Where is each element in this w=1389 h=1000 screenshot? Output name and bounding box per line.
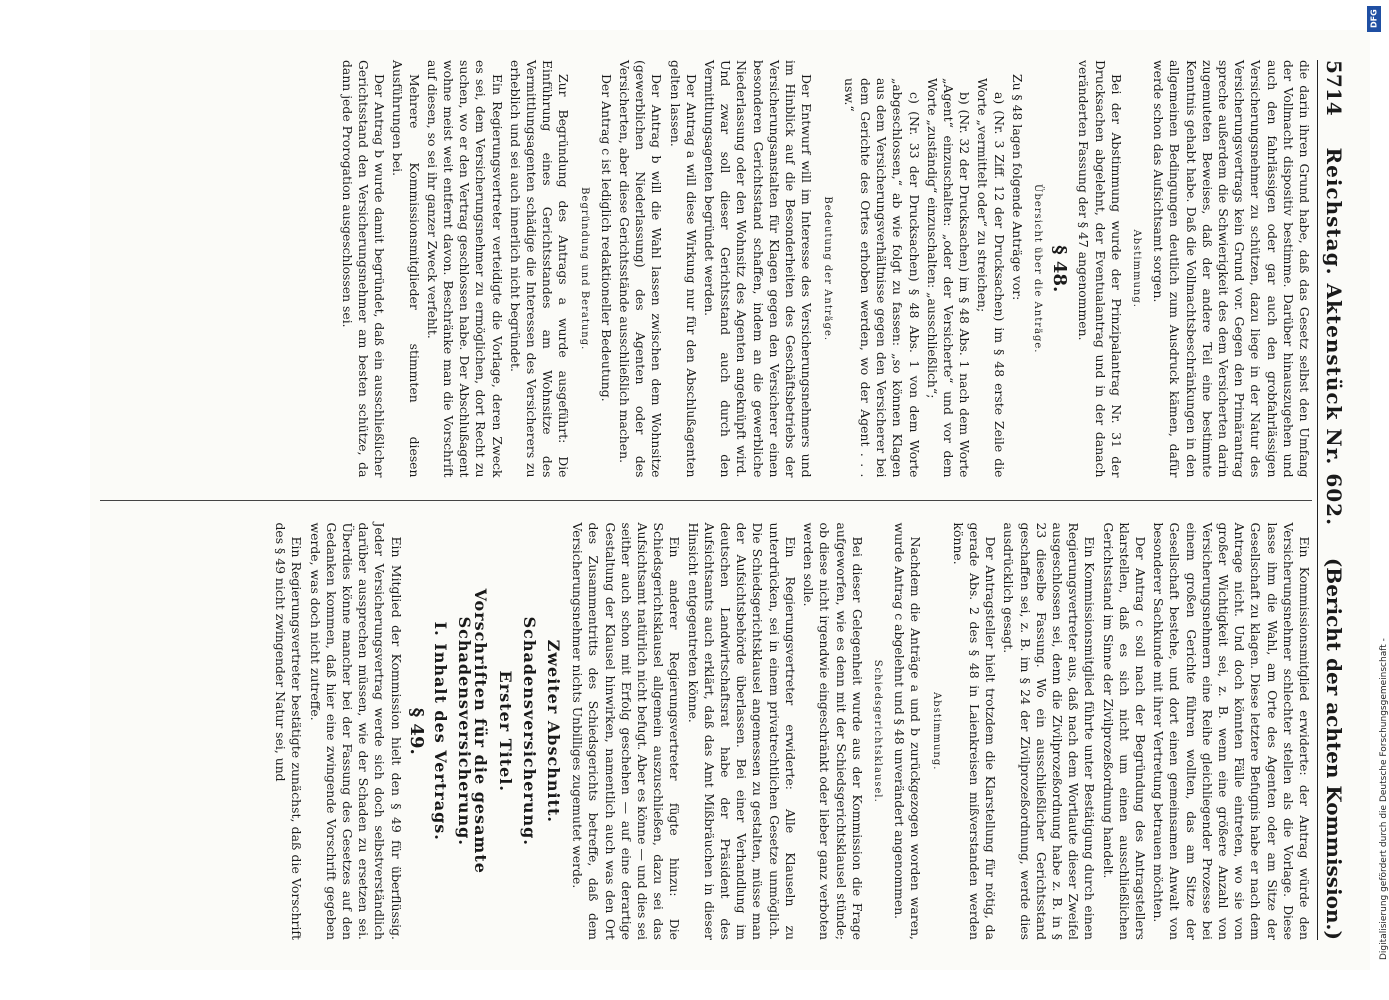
paragraph: Ein Regierungsvertreter erwiderte: Alle Klauseln zu unterdrücken, sei in einem privatrechtlichen Gesetze unmöglich. Die Schiedsgerichtsklausel angemessen zu gestalten, müsse man der Aufsichtsbehörde überlassen. Bei einer Verhandlung im deutschen Landwirtschaftsrat habe der Präsident des Aufsichtsamts auch erklärt, daß das Amt Mißbräuchen in dieser Hinsicht entgegentreten könne. <box>685 522 798 940</box>
subheading-bedeutung: Bedeutung der Anträge. <box>821 196 833 342</box>
subheading-schiedsgericht: Schiedsgerichtsklausel. <box>871 659 883 803</box>
paragraph: Mehrere Kommissionsmitglieder stimmten diesen Ausführungen bei. <box>390 60 422 478</box>
heading-inhalt: I. Inhalt des Vertrags. <box>431 621 451 841</box>
digitization-note <box>1365 30 1389 970</box>
running-title: Reichstag. Aktenstück Nr. 602. <box>1322 147 1346 527</box>
list-item-a: a) (Nr. 3 Ziff. 12 der Drucksachen) im § 48 erste Zeile die Worte „vermittelt oder“ zu streichen; <box>975 78 1007 478</box>
list-item-b: b) (Nr. 32 der Drucksachen) im § 48 Abs. 1 nach dem Worte „Agent“ einzuschalten: „oder der Versicherte“ und vor dem Worte „zuständig“ einzuschalten: „ausschließlich“; <box>924 78 973 478</box>
paragraph: Ein anderer Regierungsvertreter fügte hinzu: Die Schiedsgerichtsklausel allgemein auszuschließen, dazu sei das Aufsichtsamt natürlich nicht befugt. Aber es könne — und dies sei seither auch schon mit Erfolg geschehen — auf eine derartige Gestaltung der Klausel hinwirken, namentlich auch was den Ort des Zusammentritts des Schiedsgerichts betreffe, daß dem Versicherungsnehmer nichts Unbilliges zugemutet werde. <box>570 522 683 940</box>
paragraph: Der Antrag c soll nach der Begründung des Antragstellers klarstellen, daß es sich nicht um einen ausschließlichen Gerichtsstand im Sinne der Zivilprozeßordnung handelt. <box>1100 522 1148 940</box>
paragraph: Ein Mitglied der Kommission hielt den § 49 für überflüssig. Jeder Versicherungsvertrag werde sich doch selbstverständlich darüber aussprechen müssen, wie der Schaden zu ersetzen sei. Überdies könne mancher bei der Fassung des Gesetzes auf den Gedanken kommen, daß hier eine zwingende Vorschrift gegeben werde, was doch nicht zutreffe. <box>307 522 404 940</box>
paragraph: Der Antragsteller hielt trotzdem die Klarstellung für nötig, da gerade Abs. 2 des § 48 in Laienkreisen mißverstanden werden könne. <box>950 522 999 940</box>
page-header <box>1317 60 1362 940</box>
subheading-abstimmung: Abstimmung. <box>1130 229 1142 308</box>
heading-vorschriften: Vorschriften für die gesamte Schadensversicherung. <box>455 588 491 874</box>
scanned-page <box>90 30 1370 970</box>
subheading-abstimmung: Abstimmung. <box>930 692 942 771</box>
paragraph: Ein Regierungsvertreter bestätigte zunächst, daß die Vorschrift des § 49 nicht zwingender Natur sei, und <box>273 522 305 940</box>
paragraph: Zu § 48 lagen folgende Anträge vor: <box>1009 74 1025 301</box>
page-number: 5714 <box>1322 60 1346 116</box>
paragraph: Bei der Abstimmung wurde der Prinzipalantrag Nr. 31 der Drucksachen abgelehnt, der Eventualantrag und in der danach veränderten Fassung der § 47 angenommen. <box>1076 60 1124 478</box>
left-column <box>100 60 1312 478</box>
paragraph: Zur Begründung des Antrags a wurde ausgeführt: Die Einführung eines Gerichtsstandes am Wohnsitze des Vermittlungsagenten schädige die Interessen des Versicherers zu erheblich und sei auch innerlich nicht begründet. <box>507 60 572 478</box>
heading-abschnitt: Zweiter Abschnitt. <box>544 639 564 823</box>
running-subtitle: (Bericht der achten Kommission.) <box>1322 557 1346 940</box>
dfg-logo: DFG <box>1367 6 1381 32</box>
section-heading: § 48. <box>1049 245 1071 293</box>
paragraph: Der Antrag b will die Wahl lassen zwischen dem Wohnsitze (gewerblichen Niederlassung) des Agenten oder des Versicherten, aber diese Gerichtsstände ausschließlich machen. <box>617 60 665 478</box>
paragraph: die darin ihren Grund habe, daß das Gesetz selbst den Umfang der Vollmacht dispositiv bestimme. Darüber hinauszugehen und auch den fahrlässigen oder gar auch den grobfahrlässigen Versicherungsnehmer zu schützen, dazu liege in der Natur des Versicherungsvertrags kein Grund vor. Gegen den Primärantrag spreche außerdem die Schwierigkeit des dem Versicherten darin zugemuteten Beweises, daß der andere Teil eine bestimmte Kenntnis gehabt habe. Daß die Vollmachtsbeschränkungen in den allgemeinen Bedingungen deutlich zum Ausdruck kämen, dafür werde schon das Aufsichtsamt sorgen. <box>1151 60 1312 478</box>
heading-titel: Erster Titel. <box>495 670 515 792</box>
column-divider <box>100 500 1312 501</box>
paragraph: Ein Kommissionsmitglied erwiderte: der Antrag würde den Versicherungsnehmer schlechter stellen als die Vorlage. Diese lasse ihm die Wahl, am Orte des Agenten oder am Sitze der Gesellschaft zu klagen. Diese letztere Befugnis habe er nach dem Antrage nicht. Und doch könnten Fälle eintreten, wo sie von großer Wichtigkeit sei, z. B. wenn eine größere Anzahl von Versicherungsnehmern eine Reihe gleichliegender Prozesse bei einem großen Gerichte führen wollten, das am Sitze der Gesellschaft bestehe, und dort einen gemeinsamen Anwalt von besonderer Sachkunde mit ihrer Vertretung betrauen möchten. <box>1151 522 1312 940</box>
subheading-uebersicht: Übersicht über die Anträge. <box>1031 184 1043 354</box>
subheading-begruendung: Begründung und Beratung. <box>578 187 590 351</box>
paragraph: Der Entwurf will im Interesse des Versicherungsnehmers und im Hinblick auf die Besonderheiten des Geschäftsbetriebs der Versicherungsanstalten für Klagen gegen den Versicherer einen besonderen Gerichtsstand schaffen, indem an die gewerbliche Niederlassung oder den Wohnsitz des Agenten angeknüpft wird. Und zwar soll dieser Gerichtsstand auch durch den Vermittlungsagenten begründet werden. <box>702 60 815 478</box>
list-item-c: c) (Nr. 33 der Drucksachen) § 48 Abs. 1 von dem Worte „abgeschlossen,“ ab wie folgt zu fassen: „so können Klagen aus dem Versicherungsverhältnisse gegen den Versicherer bei dem Gerichte des Ortes erhoben werden, wo der Agent . . . usw.“ <box>841 78 922 478</box>
paragraph: Der Antrag b wurde damit begründet, daß ein ausschließlicher Gerichtsstand den Versicherungsnehmer am besten schütze, da dann jede Prorogation ausgeschlossen sei. <box>339 60 388 478</box>
text-columns <box>100 60 1312 940</box>
digitization-note-text: Digitalisierung gefördert durch die Deutsche Forschungsgemeinschaft - <box>1379 638 1389 960</box>
section-heading: § 49. <box>405 707 427 755</box>
paragraph: Nachdem die Anträge a und b zurückgezogen worden waren, wurde Antrag c abgelehnt und § 48 unverändert angenommen. <box>892 522 924 940</box>
paragraph: Ein Regierungsvertreter verteidigte die Vorlage, deren Zweck es sei, dem Versicherungsnehmer zu ermöglichen, dort Recht zu suchen, wo er den Vertrag geschlossen habe. Der Abschlußagent wohne meist weit entfernt davon. Beschränke man die Vorschrift auf diesen, so sei ihr ganzer Zweck verfehlt. <box>424 60 505 478</box>
paragraph: Der Antrag c ist lediglich redaktioneller Bedeutung. <box>598 74 614 402</box>
paragraph: Der Antrag a will diese Wirkung nur für den Abschlußagenten gelten lassen. <box>667 60 699 478</box>
right-column <box>100 523 1312 941</box>
heading-schadensversicherung: Schadensversicherung. <box>519 616 539 846</box>
paragraph: Ein Kommissionsmitglied führte unter Bestätigung durch einen Regierungsvertreter aus, daß nach dem Wortlaute dieser Zweifel ausgeschlossen sei, denn die Zivilprozeßordnung habe z. B. in § 23 dieselbe Fassung. Wo ein ausschließlicher Gerichtsstand geschaffen sei, z. B. im § 24 der Zivilprozeßordnung, werde dies ausdrücklich gesagt. <box>1001 522 1098 940</box>
paragraph: Bei dieser Gelegenheit wurde aus der Kommission die Frage aufgeworfen, wie es denn mit der Schiedsgerichtsklausel stünde; ob diese nicht irgendwie eingeschränkt oder lieber ganz verboten werden solle. <box>801 522 865 940</box>
